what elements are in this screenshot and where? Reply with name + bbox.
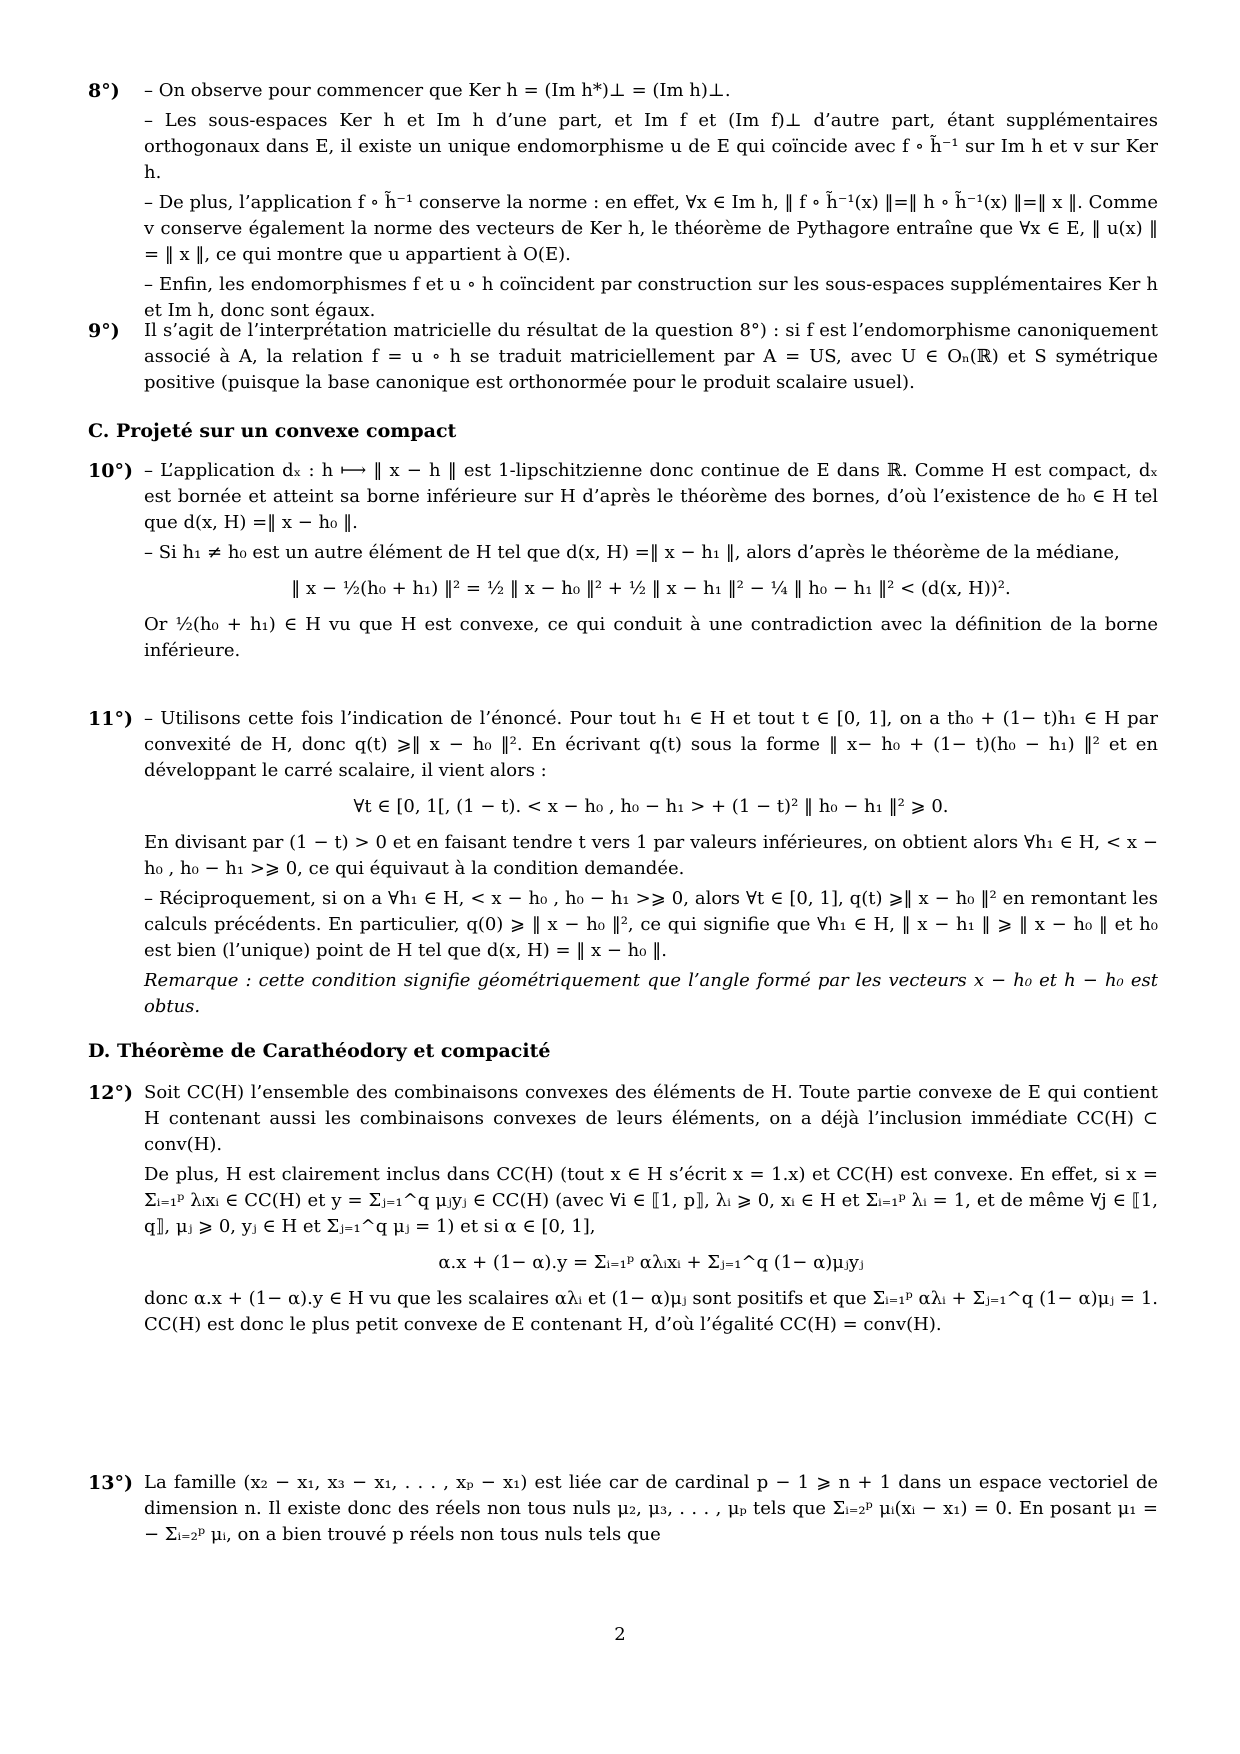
question-11 [88, 706, 1158, 1024]
paragraph: donc α.x + (1− α).y ∈ H vu que les scalaires αλᵢ et (1− α)μⱼ sont positifs et que Σᵢ₌₁ᵖ αλᵢ + Σⱼ₌₁^q (1− α)μⱼ = 1. CC(H) est donc le plus petit convexe de E contenant H, d’où l’égalité CC(H) = conv(H). [144, 1288, 1158, 1335]
page-number: 2 [614, 1624, 626, 1645]
question-number: 12°) [88, 1082, 133, 1104]
equation: ∀t ∈ [0, 1[, (1 − t). < x − h₀ , h₀ − h₁ > + (1 − t)² ‖ h₀ − h₁ ‖² ⩾ 0. [353, 796, 949, 817]
question-12 [88, 1080, 1158, 1342]
paragraph: De plus, H est clairement inclus dans CC(H) (tout x ∈ H s’écrit x = 1.x) et CC(H) est convexe. En effet, si x = Σᵢ₌₁ᵖ λᵢxᵢ ∈ CC(H) et y = Σⱼ₌₁^q μⱼyⱼ ∈ CC(H) (avec ∀i ∈ ⟦1, p⟧, λᵢ ⩾ 0, xᵢ ∈ H et Σᵢ₌₁ᵖ λᵢ = 1, et de même ∀j ∈ ⟦1, q⟧, μⱼ ⩾ 0, yⱼ ∈ H et Σⱼ₌₁^q μⱼ = 1) et si α ∈ [0, 1], [144, 1164, 1158, 1237]
paragraph: – Si h₁ ≠ h₀ est un autre élément de H tel que d(x, H) =‖ x − h₁ ‖, alors d’après le théorème de la médiane, [144, 542, 1120, 563]
question-10 [88, 458, 1158, 668]
paragraph: Or ½(h₀ + h₁) ∈ H vu que H est convexe, ce qui conduit à une contradiction avec la définition de la borne inférieure. [144, 614, 1158, 661]
paragraph: – L’application dₓ : h ⟼ ‖ x − h ‖ est 1-lipschitzienne donc continue de E dans ℝ. Comme H est compact, dₓ est bornée et atteint sa borne inférieure sur H d’après le théorème des bornes, d’où l’existence de h₀ ∈ H tel que d(x, H) =‖ x − h₀ ‖. [144, 460, 1158, 533]
paragraph: – Les sous-espaces Ker h et Im h d’une part, et Im f et (Im f)⊥ d’autre part, étant supplémentaires orthogonaux dans E, il existe un unique endomorphisme u de E qui coïncide avec f ∘ h̃⁻¹ sur Im h et v sur Ker h. [144, 110, 1158, 183]
question-number: 9°) [88, 320, 120, 342]
paragraph: En divisant par (1 − t) > 0 et en faisant tendre t vers 1 par valeurs inférieures, on obtient alors ∀h₁ ∈ H, < x − h₀ , h₀ − h₁ >⩾ 0, ce qui équivaut à la condition demandée. [144, 832, 1158, 879]
section-heading-d: D. Théorème de Carathéodory et compacité [88, 1040, 551, 1062]
question-8 [88, 78, 1158, 328]
paragraph: – Utilisons cette fois l’indication de l’énoncé. Pour tout h₁ ∈ H et tout t ∈ [0, 1], on a th₀ + (1− t)h₁ ∈ H par convexité de H, donc q(t) ⩾‖ x − h₀ ‖². En écrivant q(t) sous la forme ‖ x− h₀ + (1− t)(h₀ − h₁) ‖² et en développant le carré scalaire, il vient alors : [144, 708, 1158, 781]
question-number: 11°) [88, 708, 133, 730]
equation: ‖ x − ½(h₀ + h₁) ‖² = ½ ‖ x − h₀ ‖² + ½ ‖ x − h₁ ‖² − ¼ ‖ h₀ − h₁ ‖² < (d(x, H))². [291, 578, 1011, 599]
question-number: 10°) [88, 460, 133, 482]
paragraph: – De plus, l’application f ∘ h̃⁻¹ conserve la norme : en effet, ∀x ∈ Im h, ‖ f ∘ h̃⁻¹(x) ‖=‖ h ∘ h̃⁻¹(x) ‖=‖ x ‖. Comme v conserve également la norme des vecteurs de Ker h, le théorème de Pythagore entraîne que ∀x ∈ E, ‖ u(x) ‖ = ‖ x ‖, ce qui montre que u appartient à O(E). [144, 192, 1158, 265]
equation: α.x + (1− α).y = Σᵢ₌₁ᵖ αλᵢxᵢ + Σⱼ₌₁^q (1− α)μⱼyⱼ [438, 1252, 864, 1273]
paragraph: Soit CC(H) l’ensemble des combinaisons convexes des éléments de H. Toute partie convexe de E qui contient H contenant aussi les combinaisons convexes de leurs éléments, on a déjà l’inclusion immédiate CC(H) ⊂ conv(H). [144, 1082, 1158, 1155]
paragraph: – Enfin, les endomorphismes f et u ∘ h coïncident par construction sur les sous-espaces supplémentaires Ker h et Im h, donc sont égaux. [144, 274, 1158, 321]
paragraph: – On observe pour commencer que Ker h = (Im h*)⊥ = (Im h)⊥. [144, 80, 731, 101]
remark: Remarque : cette condition signifie géométriquement que l’angle formé par les vecteurs x − h₀ et h − h₀ est obtus. [144, 970, 1158, 1017]
question-number: 13°) [88, 1472, 133, 1494]
paragraph: – Réciproquement, si on a ∀h₁ ∈ H, < x − h₀ , h₀ − h₁ >⩾ 0, alors ∀t ∈ [0, 1], q(t) ⩾‖ x − h₀ ‖² en remontant les calculs précédents. En particulier, q(0) ⩾ ‖ x − h₀ ‖², ce qui signifie que ∀h₁ ∈ H, ‖ x − h₁ ‖ ⩾ ‖ x − h₀ ‖ et h₀ est bien (l’unique) point de H tel que d(x, H) = ‖ x − h₀ ‖. [144, 888, 1158, 961]
question-13 [88, 1470, 1158, 1552]
paragraph: Il s’agit de l’interprétation matricielle du résultat de la question 8°) : si f est l’endomorphisme canoniquement associé à A, la relation f = u ∘ h se traduit matriciellement par A = US, avec U ∈ Oₙ(ℝ) et S symétrique positive (puisque la base canonique est orthonormée pour le produit scalaire usuel). [144, 320, 1158, 393]
section-heading-c: C. Projeté sur un convexe compact [88, 420, 457, 442]
question-number: 8°) [88, 80, 120, 102]
question-9 [88, 318, 1158, 400]
paragraph: La famille (x₂ − x₁, x₃ − x₁, . . . , xₚ − x₁) est liée car de cardinal p − 1 ⩾ n + 1 dans un espace vectoriel de dimension n. Il existe donc des réels non tous nuls μ₂, μ₃, . . . , μₚ tels que Σᵢ₌₂ᵖ μᵢ(xᵢ − x₁) = 0. En posant μ₁ = − Σᵢ₌₂ᵖ μᵢ, on a bien trouvé p réels non tous nuls tels que [144, 1472, 1158, 1545]
